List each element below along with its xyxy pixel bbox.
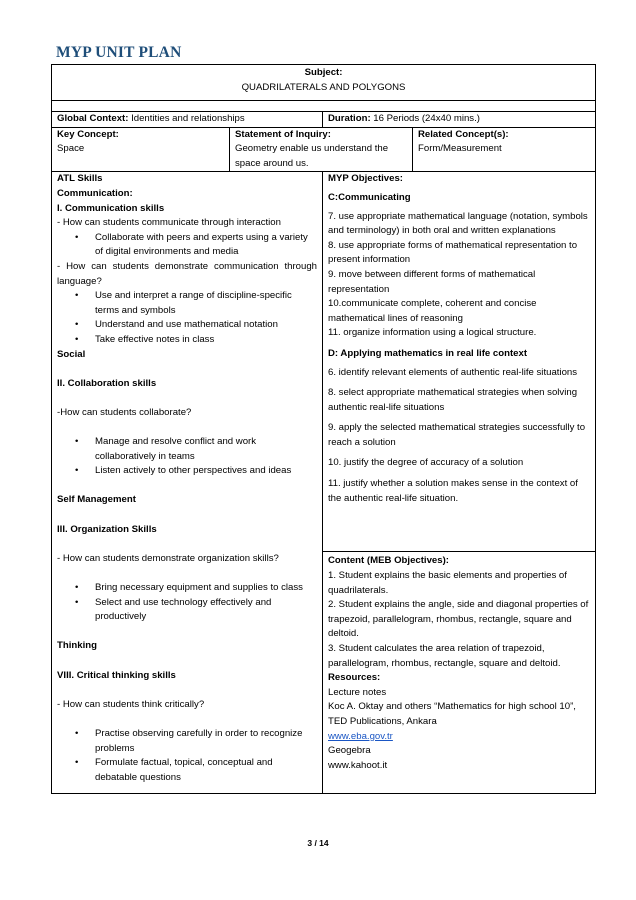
collaboration-list (57, 435, 317, 479)
c-objective: 11. organize information using a logical structure. (328, 327, 537, 339)
social-heading: Social (57, 348, 86, 360)
language-list (57, 289, 317, 347)
list-item: • Listen actively to other perspectives and ideas (57, 464, 317, 479)
content-cell (323, 552, 596, 794)
resource-lecture-notes: Lecture notes (328, 686, 387, 698)
list-item: • Collaborate with peers and experts using a variety of digital environments and media (57, 231, 317, 260)
content-title: Content (MEB Objectives): (328, 555, 449, 567)
communication-skills-heading: I. Communication skills (57, 202, 165, 214)
list-item: • Select and use technology effectively and productively (57, 596, 317, 625)
subject-row (52, 65, 596, 101)
question-interaction: - How can students communicate through interaction (57, 217, 281, 229)
d-objective: 8. select appropriate mathematical strategies when solving authentic real-life situations (328, 387, 578, 413)
spacer-row (52, 101, 596, 112)
resource-kahoot: www.kahoot.it (328, 759, 388, 771)
statement-of-inquiry-label: Statement of Inquiry: (235, 128, 331, 140)
list-item: • Take effective notes in class (57, 333, 317, 348)
c-communicating-heading: C:Communicating (328, 191, 411, 203)
list-item: • Formulate factual, topical, conceptual and debatable questions (57, 756, 317, 785)
statement-of-inquiry-value: Geometry enable us understand the space around us. (235, 143, 389, 169)
d-objective: 10. justify the degree of accuracy of a solution (328, 457, 524, 469)
c-objective: 7. use appropriate mathematical language (notation, symbols and terminology) in both oral and written explanations (328, 210, 588, 237)
context-row (52, 112, 596, 128)
page-number: 3 / 14 (307, 838, 329, 848)
atl-title: ATL Skills (57, 173, 103, 185)
list-item: • Practise observing carefully in order to recognize problems (57, 727, 317, 756)
c-objective: 8. use appropriate forms of mathematical representation to present information (328, 239, 578, 266)
d-objective: 11. justify whether a solution makes sense in the context of the authentic real-life situation. (328, 478, 578, 504)
myp-objectives-cell (323, 172, 596, 552)
statement-of-inquiry-cell (230, 127, 413, 172)
global-context-cell (52, 112, 323, 128)
content-objective: 1. Student explains the basic elements and properties of quadrilaterals. (328, 569, 567, 596)
key-concept-label: Key Concept: (57, 128, 119, 140)
key-concept-cell (52, 127, 230, 172)
duration-value: 16 Periods (24x40 mins.) (370, 113, 480, 124)
resources-title: Resources: (328, 672, 381, 684)
interaction-list (57, 231, 317, 260)
subject-value: QUADRILATERALS AND POLYGONS (241, 81, 406, 93)
content-objective: 3. Student calculates the area relation of trapezoid, parallelogram, rhombus, rectangle, square and deltoid. (328, 642, 561, 669)
content-objective: 2. Student explains the angle, side and diagonal properties of trapezoid, parallelogram, rhombus, rectangle, square and deltoid. (328, 599, 589, 640)
question-critical: - How can students think critically? (57, 698, 205, 710)
myp-title: MYP Objectives: (328, 173, 404, 185)
self-management-heading: Self Management (57, 494, 136, 506)
question-language: - How can students demonstrate communication through language? (57, 260, 317, 287)
related-concepts-value: Form/Measurement (418, 143, 502, 155)
list-item: • Manage and resolve conflict and work collaboratively in teams (57, 435, 317, 464)
list-item: • Understand and use mathematical notation (57, 318, 317, 333)
atl-skills-cell (52, 172, 323, 794)
critical-thinking-skills-heading: VIII. Critical thinking skills (57, 669, 176, 681)
list-item: • Use and interpret a range of discipline-specific terms and symbols (57, 289, 317, 318)
eba-link[interactable]: www.eba.gov.tr (328, 730, 393, 742)
global-context-value: Identities and relationships (128, 113, 245, 124)
duration-cell (323, 112, 596, 128)
d-objective: 6. identify relevant elements of authentic real-life situations (328, 366, 578, 378)
spacer-cell (52, 101, 596, 112)
list-item: • Bring necessary equipment and supplies to class (57, 581, 317, 596)
question-collaborate: -How can students collaborate? (57, 406, 192, 418)
d-applying-heading: D: Applying mathematics in real life context (328, 347, 528, 359)
question-organization: - How can students demonstrate organization skills? (57, 552, 279, 564)
critical-thinking-list (57, 727, 317, 785)
c-objective: 9. move between different forms of mathematical representation (328, 268, 536, 295)
page-heading: MYP UNIT PLAN (56, 44, 182, 61)
concepts-row (52, 127, 596, 172)
collaboration-skills-heading: II. Collaboration skills (57, 377, 157, 389)
subject-cell (52, 65, 596, 101)
key-concept-value: Space (57, 143, 85, 155)
unit-plan-table (51, 64, 596, 794)
d-objective: 9. apply the selected mathematical strategies successfully to reach a solution (328, 422, 586, 448)
duration-label: Duration: (328, 113, 371, 124)
related-concepts-label: Related Concept(s): (418, 128, 509, 140)
main-row (52, 172, 596, 552)
thinking-heading: Thinking (57, 640, 97, 652)
subject-label: Subject: (304, 67, 343, 78)
organization-list (57, 581, 317, 625)
global-context-label: Global Context: (57, 113, 129, 124)
related-concepts-cell (413, 127, 596, 172)
communication-heading: Communication: (57, 187, 133, 199)
resource-geogebra: Geogebra (328, 745, 371, 757)
resource-book: Koc A. Oktay and others “Mathematics for high school 10”, TED Publications, Ankara (328, 701, 576, 727)
organization-skills-heading: III. Organization Skills (57, 523, 157, 535)
c-objective: 10.communicate complete, coherent and concise mathematical lines of reasoning (328, 298, 537, 324)
